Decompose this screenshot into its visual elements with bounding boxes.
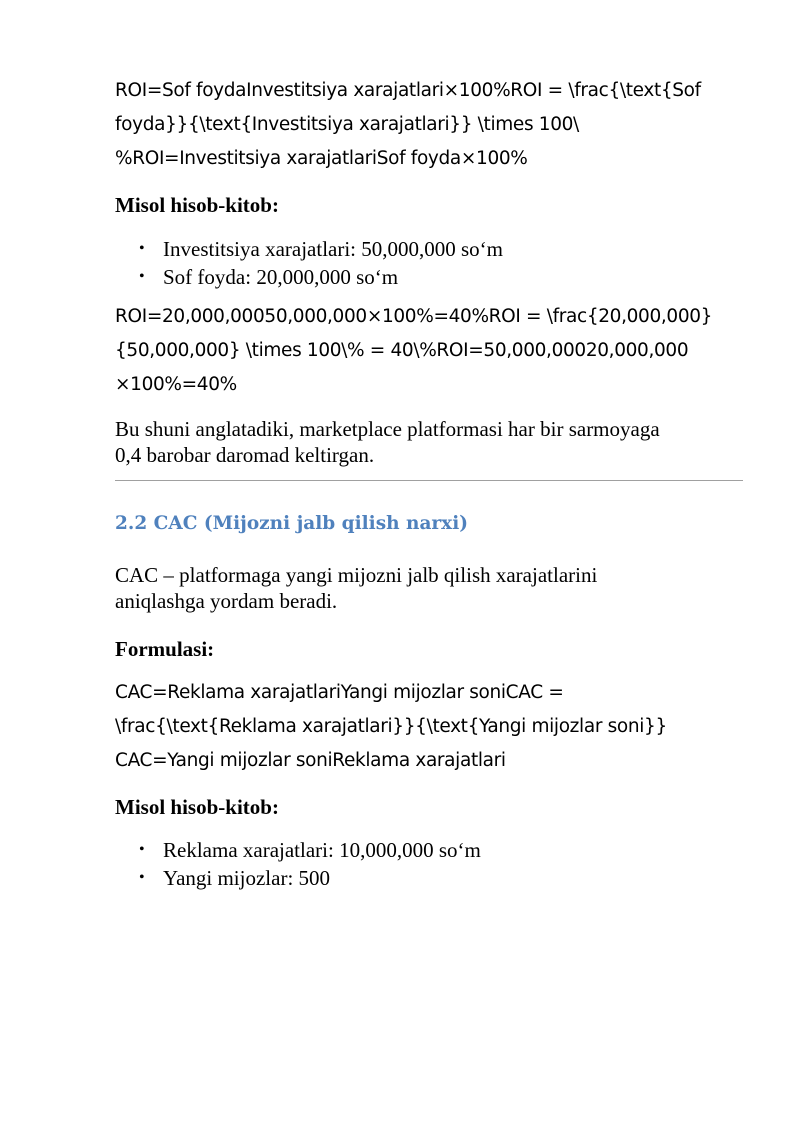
roi-formula-line: foyda}}{\text{Investitsiya xarajatlari}} \times 100\ — [115, 114, 579, 135]
cac-formula-line: CAC=Yangi mijozlar soniReklama xarajatlari — [115, 750, 506, 771]
cac-formula-line: \frac{\text{Reklama xarajatlari}}{\text{Yangi mijozlar soni}} — [115, 716, 667, 737]
bullet-icon: • — [139, 240, 145, 257]
list-item-text: Investitsiya xarajatlari: 50,000,000 so‘m — [163, 237, 504, 261]
roi-calc-line: ×100%=40% — [115, 374, 237, 395]
roi-calc-block — [115, 300, 743, 402]
list-item — [115, 836, 743, 864]
bullet-icon: • — [139, 841, 145, 858]
roi-formula-block — [115, 74, 743, 176]
cac-formula-heading: Formulasi: — [115, 637, 215, 661]
list-item — [115, 263, 743, 291]
cac-example-list — [115, 836, 743, 892]
list-item-text: Yangi mijozlar: 500 — [163, 866, 331, 890]
paragraph-line: CAC – platformaga yangi mijozni jalb qilish xarajatlarini — [115, 563, 598, 587]
horizontal-rule — [115, 480, 743, 481]
paragraph-line: Bu shuni anglatadiki, marketplace platformasi har bir sarmoyaga — [115, 417, 660, 441]
cac-example-heading: Misol hisob-kitob: — [115, 795, 279, 819]
roi-conclusion — [115, 416, 743, 468]
cac-intro — [115, 562, 743, 614]
roi-formula-line: ROI=Sof foydaInvestitsiya xarajatlari×100%ROI = \frac{\text{Sof — [115, 80, 701, 101]
list-item-text: Sof foyda: 20,000,000 so‘m — [163, 265, 399, 289]
roi-formula-line: %ROI=Investitsiya xarajatlariSof foyda×100% — [115, 148, 528, 169]
list-item-text: Reklama xarajatlari: 10,000,000 so‘m — [163, 838, 481, 862]
roi-calc-line: ROI=20,000,00050,000,000×100%=40%ROI = \frac{20,000,000} — [115, 306, 713, 327]
bullet-icon: • — [139, 869, 145, 886]
cac-formula-line: CAC=Reklama xarajatlariYangi mijozlar soniCAC = — [115, 682, 564, 703]
roi-example-list — [115, 235, 743, 291]
paragraph-line: 0,4 barobar daromad keltirgan. — [115, 443, 375, 467]
list-item — [115, 864, 743, 892]
paragraph-line: aniqlashga yordam beradi. — [115, 589, 338, 613]
section-title-cac: 2.2 CAC (Mijozni jalb qilish narxi) — [115, 513, 468, 534]
cac-formula-block — [115, 676, 743, 778]
roi-calc-line: {50,000,000} \times 100\% = 40\%ROI=50,000,00020,000,000 — [115, 340, 689, 361]
roi-example-heading: Misol hisob-kitob: — [115, 193, 279, 217]
bullet-icon: • — [139, 268, 145, 285]
document-page — [115, 74, 743, 892]
list-item — [115, 235, 743, 263]
